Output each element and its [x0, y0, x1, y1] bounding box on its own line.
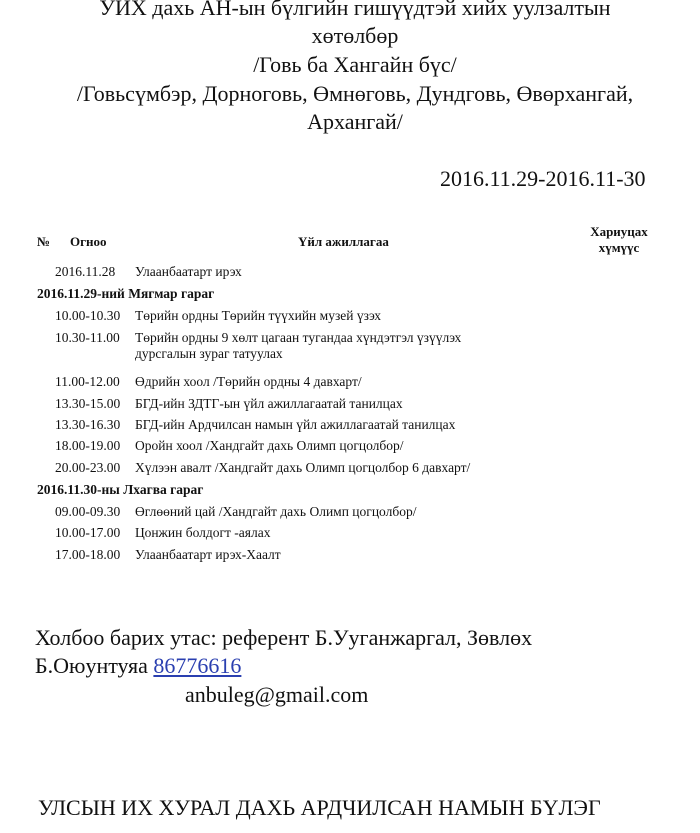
row-time: 11.00-12.00	[55, 374, 120, 389]
schedule-row	[55, 417, 535, 433]
row-time: 13.30-16.30	[55, 417, 121, 432]
contact-name: Б.Оюунтуяа	[35, 653, 148, 678]
header-no: №	[37, 234, 51, 249]
schedule-row	[55, 525, 535, 541]
contact-line-2	[35, 653, 241, 679]
title-line-5: Архангай/	[307, 109, 403, 134]
row-time: 13.30-15.00	[55, 396, 121, 411]
row-time: 2016.11.28	[55, 264, 116, 279]
schedule-row	[55, 438, 535, 454]
row-text: Өдрийн хоол /Төрийн ордны 4 давхарт/	[135, 374, 362, 389]
row-text: Төрийн ордны Төрийн түүхийн музей үзэх	[135, 308, 381, 323]
day1-heading: 2016.11.29-ний Мягмар гараг	[37, 286, 215, 301]
title-line-3: /Говь ба Хангайн бүс/	[253, 52, 457, 77]
header-date: Огноо	[70, 234, 107, 249]
row-time: 17.00-18.00	[55, 547, 121, 562]
title-line-1: УИХ дахь АН-ын бүлгийн гишүүдтэй хийх уулзалтын	[99, 0, 611, 20]
title-line-2: хөтөлбөр	[311, 23, 399, 48]
header-activity: Үйл ажиллагаа	[298, 234, 389, 249]
email[interactable]: anbuleg@gmail.com	[185, 682, 369, 707]
header-responsible-1: Хариуцах	[590, 224, 648, 239]
footer-organization: УЛСЫН ИХ ХУРАЛ ДАХЬ АРДЧИЛСАН НАМЫН БҮЛЭГ	[38, 795, 601, 820]
row-time: 09.00-09.30	[55, 504, 121, 519]
schedule-row	[55, 504, 535, 520]
schedule-row	[55, 547, 535, 563]
schedule-row	[55, 396, 535, 412]
date-range: 2016.11.29-2016.11-30	[440, 166, 646, 191]
schedule-row	[55, 330, 525, 362]
row-text: Хүлээн авалт /Хандгайт дахь Олимп цогцолбор 6 давхарт/	[135, 460, 471, 475]
row-text: БГД-ийн Ардчилсан намын үйл ажиллагаатай танилцах	[135, 417, 456, 432]
schedule-row	[55, 308, 535, 324]
row-text: Оройн хоол /Хандгайт дахь Олимп цогцолбор/	[135, 438, 404, 453]
phone-link[interactable]: 86776616	[153, 653, 242, 678]
schedule-row	[55, 374, 535, 390]
row-time: 18.00-19.00	[55, 438, 121, 453]
row-time: 10.00-17.00	[55, 525, 121, 540]
row-text: Төрийн ордны 9 хөлт цагаан тугандаа хүндэтгэл үзүүлэх дурсгалын зураг татуулах	[135, 330, 462, 361]
header-responsible-2: хүмүүс	[598, 240, 640, 255]
contact-line-1: Холбоо барих утас: референт Б.Ууганжаргал, Зөвлөх	[35, 625, 533, 650]
row-text: Цонжин болдогт -аялах	[135, 525, 271, 540]
row-time: 20.00-23.00	[55, 460, 121, 475]
header-responsible	[584, 224, 654, 256]
day2-heading: 2016.11.30-ны Лхагва гараг	[37, 482, 204, 497]
arrival-row	[55, 264, 535, 280]
title-line-4: /Говьсүмбэр, Дорноговь, Өмнөговь, Дундговь, Өвөрхангай,	[76, 81, 634, 106]
row-text: Улаанбаатарт ирэх	[135, 264, 242, 279]
row-time: 10.00-10.30	[55, 308, 121, 323]
row-time: 10.30-11.00	[55, 330, 120, 345]
row-text: БГД-ийн ЗДТГ-ын үйл ажиллагаатай танилцах	[135, 396, 403, 411]
schedule-row	[55, 460, 595, 476]
row-text: Өглөөний цай /Хандгайт дахь Олимп цогцолбор/	[135, 504, 417, 519]
row-text: Улаанбаатарт ирэх-Хаалт	[135, 547, 281, 562]
